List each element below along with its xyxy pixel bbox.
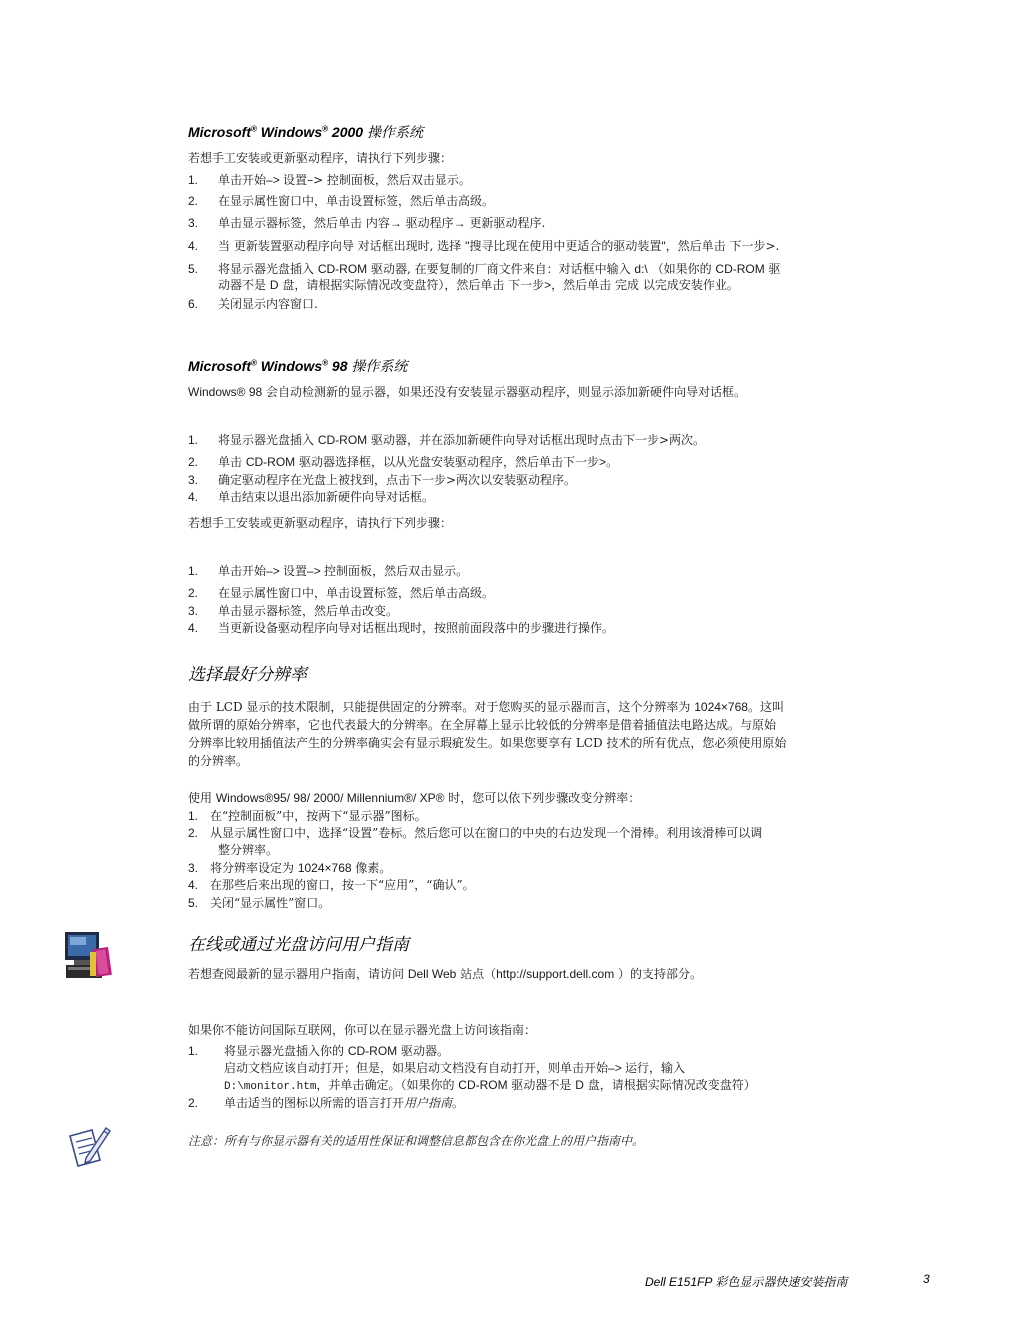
win98-steps	[188, 432, 868, 507]
list-item: 2. 在显示属性窗口中，单击设置标签，然后单击高级。	[188, 194, 495, 208]
guide-offline-line: 如果你不能访问国际互联网，你可以在显示器光盘上访问该指南：	[188, 1023, 537, 1037]
heading-win98: Microsoft® Windows® 98 操作系统	[188, 358, 408, 375]
list-item: 4. 在那些后来出现的窗口，按一下“应用”，“确认”。	[188, 878, 475, 892]
heading-resolution: 选择最好分辨率	[188, 665, 307, 685]
monitor-book-icon	[64, 930, 116, 980]
arrow-right-icon: →	[453, 216, 466, 230]
heading-user-guide: 在线或通过光盘访问用户指南	[188, 935, 409, 955]
resolution-steps	[188, 808, 868, 913]
list-item: 6. 关闭显示内容窗口.	[188, 297, 318, 311]
note-icon	[66, 1124, 112, 1168]
list-item: 1. 将显示器光盘插入 CD-ROM 驱动器，并在添加新硬件向导对话框出现时点击下一步>两次。	[188, 433, 706, 447]
win98-intro: Windows® 98 会自动检测新的显示器，如果还没有安装显示器驱动程序，则显示添加新硬件向导对话框。	[188, 385, 747, 399]
win2000-intro: 若想手工安装或更新驱动程序，请执行下列步骤：	[188, 151, 453, 165]
guide-steps	[188, 1043, 868, 1113]
win98-manual-steps	[188, 563, 868, 638]
list-item: 2. 单击 CD-ROM 驱动器选择框，以从光盘安装驱动程序，然后单击下一步>。	[188, 455, 619, 469]
list-item: 3. 确定驱动程序在光盘上被找到，点击下一步>两次以安装驱动程序。	[188, 473, 577, 487]
page-number: 3	[923, 1272, 930, 1286]
list-item: 1. 单击开始–> 设置–> 控制面板，然后双击显示。	[188, 173, 471, 187]
list-item: 3. 单击显示器标签，然后单击改变。	[188, 604, 399, 618]
guide-note: 注意：所有与你显示器有关的适用性保证和调整信息都包含在你光盘上的用户指南中。	[188, 1134, 645, 1148]
support-link[interactable]: http://support.dell.com	[496, 967, 615, 981]
list-item: 1. 单击开始–> 设置–> 控制面板，然后双击显示。	[188, 564, 469, 578]
resolution-paragraph: 由于 LCD 显示的技术限制，只能提供固定的分辨率。对于您购买的显示器而言，这个分辨率为 1024×768。这叫 做所谓的原始分辨率，它也代表最大的分辨率。在全屏幕上显示比较低的分辨率是借着插值法电路达成。与原始 分辨率比较用插值法产生的分辨率确实会有显示瑕疵发生。如果您要享有 LCD 技术的所有优点，您必须使用原始 的分辨率。	[188, 700, 787, 768]
list-item: 5. 关闭“显示属性”窗口。	[188, 896, 331, 910]
list-item: 2. 单击适当的图标以所需的语言打开用户指南。	[188, 1096, 465, 1110]
list-item: 1. 在“控制面板”中，按两下“显示器”图标。	[188, 809, 427, 823]
win98-manual-intro: 若想手工安装或更新驱动程序，请执行下列步骤：	[188, 516, 453, 530]
list-item: 5. 将显示器光盘插入 CD-ROM 驱动器, 在要复制的厂商文件来自：对话框中输入 d:\ （如果你的 CD-ROM 驱 动器不是 D 盘，请根据实际情况改变盘符），然后单击 下一步>，然后单击 完成 以完成安装作业。	[188, 262, 781, 292]
list-item: 4. 当更新设备驱动程序向导对话框出现时，按照前面段落中的步骤进行操作。	[188, 621, 615, 635]
arrow-right-icon: →	[389, 216, 402, 230]
list-item: 3. 将分辨率设定为 1024×768 像素。	[188, 861, 392, 875]
list-item: 1. 将显示器光盘插入你的 CD-ROM 驱动器。 启动文档应该自动打开；但是，如果启动文档没有自动打开，则单击开始–> 运行，输入 D:\monitor.htm，并单击确定。（如果你的 CD-ROM 驱动器不是 D 盘，请根据实际情况改变盘符）	[188, 1044, 756, 1093]
win2000-steps	[188, 172, 868, 322]
footer-title: Dell E151FP 彩色显示器快速安装指南	[645, 1275, 848, 1289]
heading-win2000: Microsoft® Windows® 2000 操作系统	[188, 124, 423, 141]
resolution-use-line: 使用 Windows®95/ 98/ 2000/ Millennium®/ XP® 时，您可以依下列步骤改变分辨率：	[188, 791, 641, 805]
list-item: 3. 单击显示器标签，然后单击 内容→ 驱动程序→ 更新驱动程序.	[188, 216, 546, 230]
guide-online-line: 若想查阅最新的显示器用户指南，请访问 Dell Web 站点（http://support.dell.com ）的支持部分。	[188, 967, 703, 981]
list-item: 4. 当 更新装置驱动程序向导 对话框出现时, 选择 "搜寻比现在使用中更适合的驱动装置"，然后单击 下一步>.	[188, 239, 780, 253]
list-item: 2. 在显示属性窗口中，单击设置标签，然后单击高级。	[188, 586, 495, 600]
list-item: 4. 单击结束以退出添加新硬件向导对话框。	[188, 490, 435, 504]
list-item: 2. 从显示属性窗口中，选择“设置”卷标。然后您可以在窗口的中央的右边发现一个滑棒。利用该滑棒可以调 整分辨率。	[188, 826, 763, 857]
